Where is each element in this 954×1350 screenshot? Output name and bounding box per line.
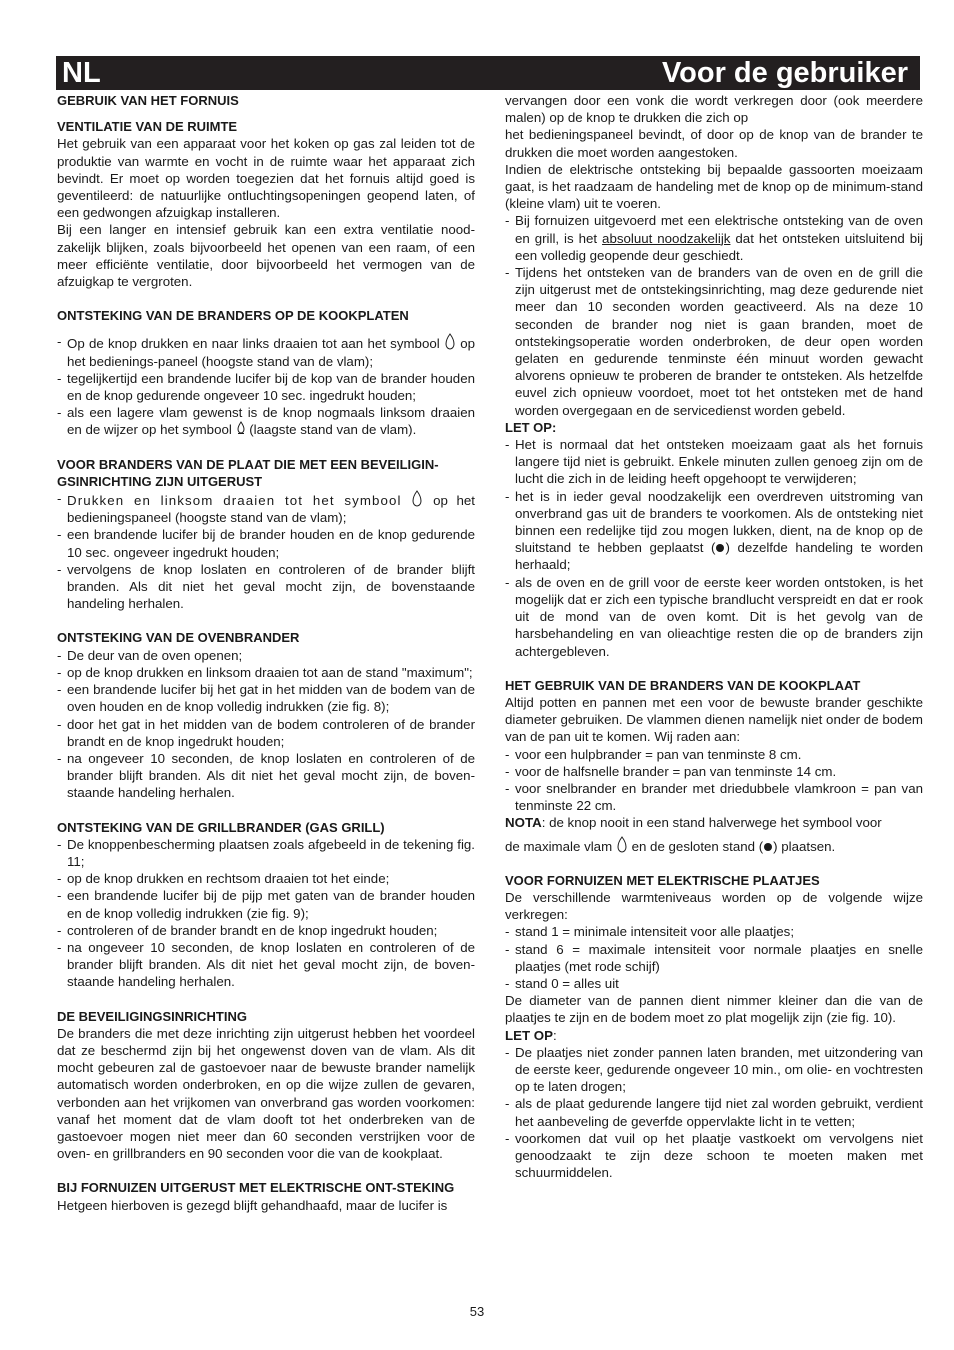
section-heading-electric-ignition: BIJ FORNUIZEN UITGERUST MET ELEKTRISCHE ONT-STEKING	[57, 1180, 455, 1196]
flame-large-icon	[411, 490, 423, 507]
instruction-list	[57, 647, 475, 802]
section-heading-ventilation: VENTILATIE VAN DE RUIMTE	[57, 119, 238, 135]
list-item: - voor de halfsnelle brander = pan van tenminste 14 cm.	[505, 763, 923, 780]
note-paragraph: de maximale vlam en de gesloten stand ( ) plaatsen.	[505, 836, 923, 855]
flame-large-icon	[616, 836, 628, 853]
list-item: - stand 1 = minimale intensiteit voor alle plaatjes;	[505, 923, 923, 940]
left-column	[57, 92, 475, 1214]
section-heading-safety-device: DE BEVEILIGINGSINRICHTING	[57, 1008, 247, 1024]
paragraph: Bij een langer en intensief gebruik kan een extra ventilatie nood-zakelijk blijken, zoals bijvoorbeeld het openen van een raam, of een meer efficiënte ventilatie, door bijvoorbeeld het vermogen van de afzuigkap te vergroten.	[57, 222, 475, 290]
page-header	[56, 56, 920, 90]
page-title: Voor de gebruiker	[661, 57, 908, 89]
paragraph: vervangen door een vonk die wordt verkregen door (ook meerdere malen) op de knop te drukken die zich op	[505, 93, 923, 126]
list-item: - De knoppenbescherming plaatsen zoals afgebeeld in de tekening fig. 11;	[57, 836, 475, 870]
list-item: - Op de knop drukken en naar links draaien tot aan het symbool op het bedienings-paneel (hoogste stand van de vlam);	[57, 333, 475, 369]
underlined-emphasis: absoluut noodzakelijk	[602, 230, 731, 246]
paragraph: het bedieningspaneel bevindt, of door op de knop van de brander te drukken die moet worden aangestoken.	[505, 127, 923, 160]
list-item: - het is in ieder geval noodzakelijk een overdreven uitstroming van onverbrand gas uit de branders te voorkomen. Als de ontsteking niet binnen een redelijke tijd zou mogen lukken, dient, na de knop op de sluitstand te hebben geplaatst ( ) dezelfde handeling te worden herhaald;	[505, 488, 923, 574]
list-item: - door het gat in het midden van de bodem controleren of de brander brandt en de knop ingedrukt houden;	[57, 716, 475, 750]
closed-position-dot-icon	[764, 843, 772, 851]
list-item: - voor een hulpbrander = pan van tenminste 8 cm.	[505, 746, 923, 763]
instruction-list	[57, 836, 475, 991]
paragraph: Hetgeen hierboven is gezegd blijft gehandhaafd, maar de lucifer is	[57, 1197, 448, 1213]
right-column	[505, 92, 923, 1181]
list-item: - De plaatjes niet zonder pannen laten branden, met uitzondering van de eerste keer, gedurende ongeveer 10 min., om olie- en vochtresten op te laten drogen;	[505, 1044, 923, 1096]
list-item: - na ongeveer 10 seconden, de knop loslaten en controleren of de brander blijft branden. Als dit niet het geval mocht zijn, de boven-staande handeling herhalen.	[57, 750, 475, 802]
flame-large-icon	[444, 333, 456, 350]
list-item: - Tijdens het ontsteken van de branders van de oven en de grill die zijn uitgerust met de ontstekingsinrichting, mag deze gedurende niet meer dan 10 seconden worden geactiveerd. Als na deze 10 seconden de brander nog niet is gaan branden, moet de ontstekingsoperatie worden onderbroken, de deur open worden gelaten en gedurende tenminste één minuut worden gewacht alvorens opnieuw te proberen de brander te ontsteken. Als hetzelfde euvel zich opnieuw voordoet, moet tot het ontsteken met de hand worden overgegaan en de servicedienst worden gebeld.	[505, 264, 923, 419]
instruction-list	[57, 333, 475, 438]
list-item: - als een lagere vlam gewenst is de knop nogmaals linksom draaien en de wijzer op het symbool (laagste stand van de vlam).	[57, 404, 475, 438]
instruction-list	[57, 490, 475, 612]
list-item: - Het is normaal dat het ontsteken moeizaam gaat als het fornuis langere tijd niet is gebruikt. Enkele minuten zullen genoeg zijn om de lucht die zich in de leiding heeft opgehoopt te verwijderen;	[505, 436, 923, 488]
list-item: - voor snelbrander en brander met driedubbele vlamkroon = pan van tenminste 22 cm.	[505, 780, 923, 814]
list-item: - De deur van de oven openen;	[57, 647, 475, 664]
list-item: - vervolgens de knop loslaten en controleren of de brander blijft branden. Als dit niet het geval mocht zijn, de bovenstaande handeling herhalen.	[57, 561, 475, 613]
section-heading-main: GEBRUIK VAN HET FORNUIS	[57, 93, 239, 108]
page-number: 53	[469, 1304, 485, 1319]
language-code: NL	[62, 57, 101, 89]
instruction-list	[505, 212, 923, 418]
list-item: - tegelijkertijd een brandende lucifer bij de kop van de brander houden en de knop gedurende ongeveer 10 sec. ingedrukt houden;	[57, 370, 475, 404]
list-item: - stand 6 = maximale intensiteit voor normale plaatjes en snelle plaatjes (met rode schijf)	[505, 941, 923, 975]
section-heading-grill: ONTSTEKING VAN DE GRILLBRANDER (GAS GRILL)	[57, 819, 385, 835]
list-item: - als de oven en de grill voor de eerste keer worden ontstoken, is het mogelijk dat er zich een typische brandlucht verspreidt en dat er rook uit de mond van de oven komt. Dit is het gevolg van de harsbehandeling en van olieachtige resten die op de branders zijn achtergebleven.	[505, 574, 923, 660]
paragraph: De branders die met deze inrichting zijn uitgerust hebben het voordeel dat ze beschermd zijn bij het ongewenst doven van de vlam. Als dit mocht gebeuren zal de gastoevoer naar de bewuste brander namelijk automatisch worden onderbroken, en op die wijze zullen de gevaren, verbonden aan het vrijkomen van onverbrand gas worden voorkomen: vanaf het moment dat de vlam dooft tot het onderbreken van de gastoevoer mogen niet meer dan 60 seconden verstrijken voor de oven- en grillbranders en 90 seconden voor die van de kookplaat.	[57, 1025, 475, 1162]
list-item: - een brandende lucifer bij het gat in het midden van de bodem van de oven houden en de knop volledig indrukken (zie fig. 8);	[57, 681, 475, 715]
section-heading-safety-burners: VOOR BRANDERS VAN DE PLAAT DIE MET EEN BEVEILIGIN-GSINRICHTING ZIJN UITGERUST	[57, 456, 439, 489]
note-paragraph: NOTA: de knop nooit in een stand halverwege het symbool voor	[505, 815, 882, 831]
section-heading-hob-burners-use: HET GEBRUIK VAN DE BRANDERS VAN DE KOOKPLAAT	[505, 677, 861, 693]
flame-small-icon	[236, 421, 246, 434]
paragraph: De verschillende warmteniveaus worden op de volgende wijze verkregen:	[505, 889, 923, 923]
warning-list	[505, 1044, 923, 1182]
label-let-op: LET OP:	[505, 419, 557, 435]
list-item: - Drukken en linksom draaien tot het symbool op het bedieningspaneel (hoogste stand van de vlam);	[57, 490, 475, 526]
list-item: - als de plaat gedurende langere tijd niet zal worden gebruikt, verdient het aanbeveling de geverfde oppervlakte licht in te vetten;	[505, 1095, 923, 1129]
section-heading-oven: ONTSTEKING VAN DE OVENBRANDER	[57, 630, 300, 646]
list-item: - op de knop drukken en rechtsom draaien tot het einde;	[57, 870, 475, 887]
list-item: - op de knop drukken en linksom draaien tot aan de stand "maximum";	[57, 664, 475, 681]
warning-list	[505, 436, 923, 660]
section-heading-ignition-hob: ONTSTEKING VAN DE BRANDERS OP DE KOOKPLATEN	[57, 308, 409, 324]
list-item: - Bij fornuizen uitgevoerd met een elektrische ontsteking van de oven en grill, is het absoluut noodzakelijk dat het ontsteken uitsluitend bij een volledig geopende deur geschiedt.	[505, 212, 923, 264]
section-heading-electric-plates: VOOR FORNUIZEN MET ELEKTRISCHE PLAATJES	[505, 872, 820, 888]
list-item: - stand 0 = alles uit	[505, 975, 923, 992]
paragraph: Indien de elektrische ontsteking bij bepaalde gassoorten moeizaam gaat, is het raadzaam de handeling met de knop op de minimum-stand (kleine vlam) uit te voeren.	[505, 161, 923, 212]
list-item: - controleren of de brander brandt en de knop ingedrukt houden;	[57, 922, 475, 939]
list-item: - een brandende lucifer bij de brander houden en de knop gedurende 10 sec. ongeveer ingedrukt houden;	[57, 526, 475, 560]
settings-list	[505, 923, 923, 992]
list-item: - na ongeveer 10 seconden, de knop loslaten en controleren of de brander blijft branden. Als dit niet het geval mocht zijn, de boven-staande handeling herhalen.	[57, 939, 475, 991]
label-let-op: LET OP:	[505, 1027, 557, 1043]
list-item: - een brandende lucifer bij de pijp met gaten van de brander houden en de knop volledig indrukken (zie fig. 9);	[57, 887, 475, 921]
paragraph: Altijd potten en pannen met een voor de bewuste brander geschikte diameter gebruiken. De vlammen dienen namelijk niet onder de bodem van de pan uit te komen. Wij raden aan:	[505, 694, 923, 745]
pan-size-list	[505, 746, 923, 815]
closed-position-dot-icon	[716, 544, 724, 552]
paragraph: De diameter van de pannen dient nimmer kleiner dan die van de plaatjes te zijn en de bodem moet zo plat mogelijk zijn (zie fig. 10).	[505, 993, 923, 1026]
list-item: - voorkomen dat vuil op het plaatje vastkoekt om vervolgens niet genoodzaakt te zijn deze schoon te moeten maken met schuurmiddelen.	[505, 1130, 923, 1182]
paragraph: Het gebruik van een apparaat voor het koken op gas zal leiden tot de produktie van warmte en vocht in de ruimte waar het apparaat zich bevindt. Er moet op worden toegezien dat het fornuis altijd goed is geventileerd: de natuurlijke ontluchtingsopeningen geopend laten, of een gedwongen afzuigkap installeren.	[57, 136, 475, 221]
